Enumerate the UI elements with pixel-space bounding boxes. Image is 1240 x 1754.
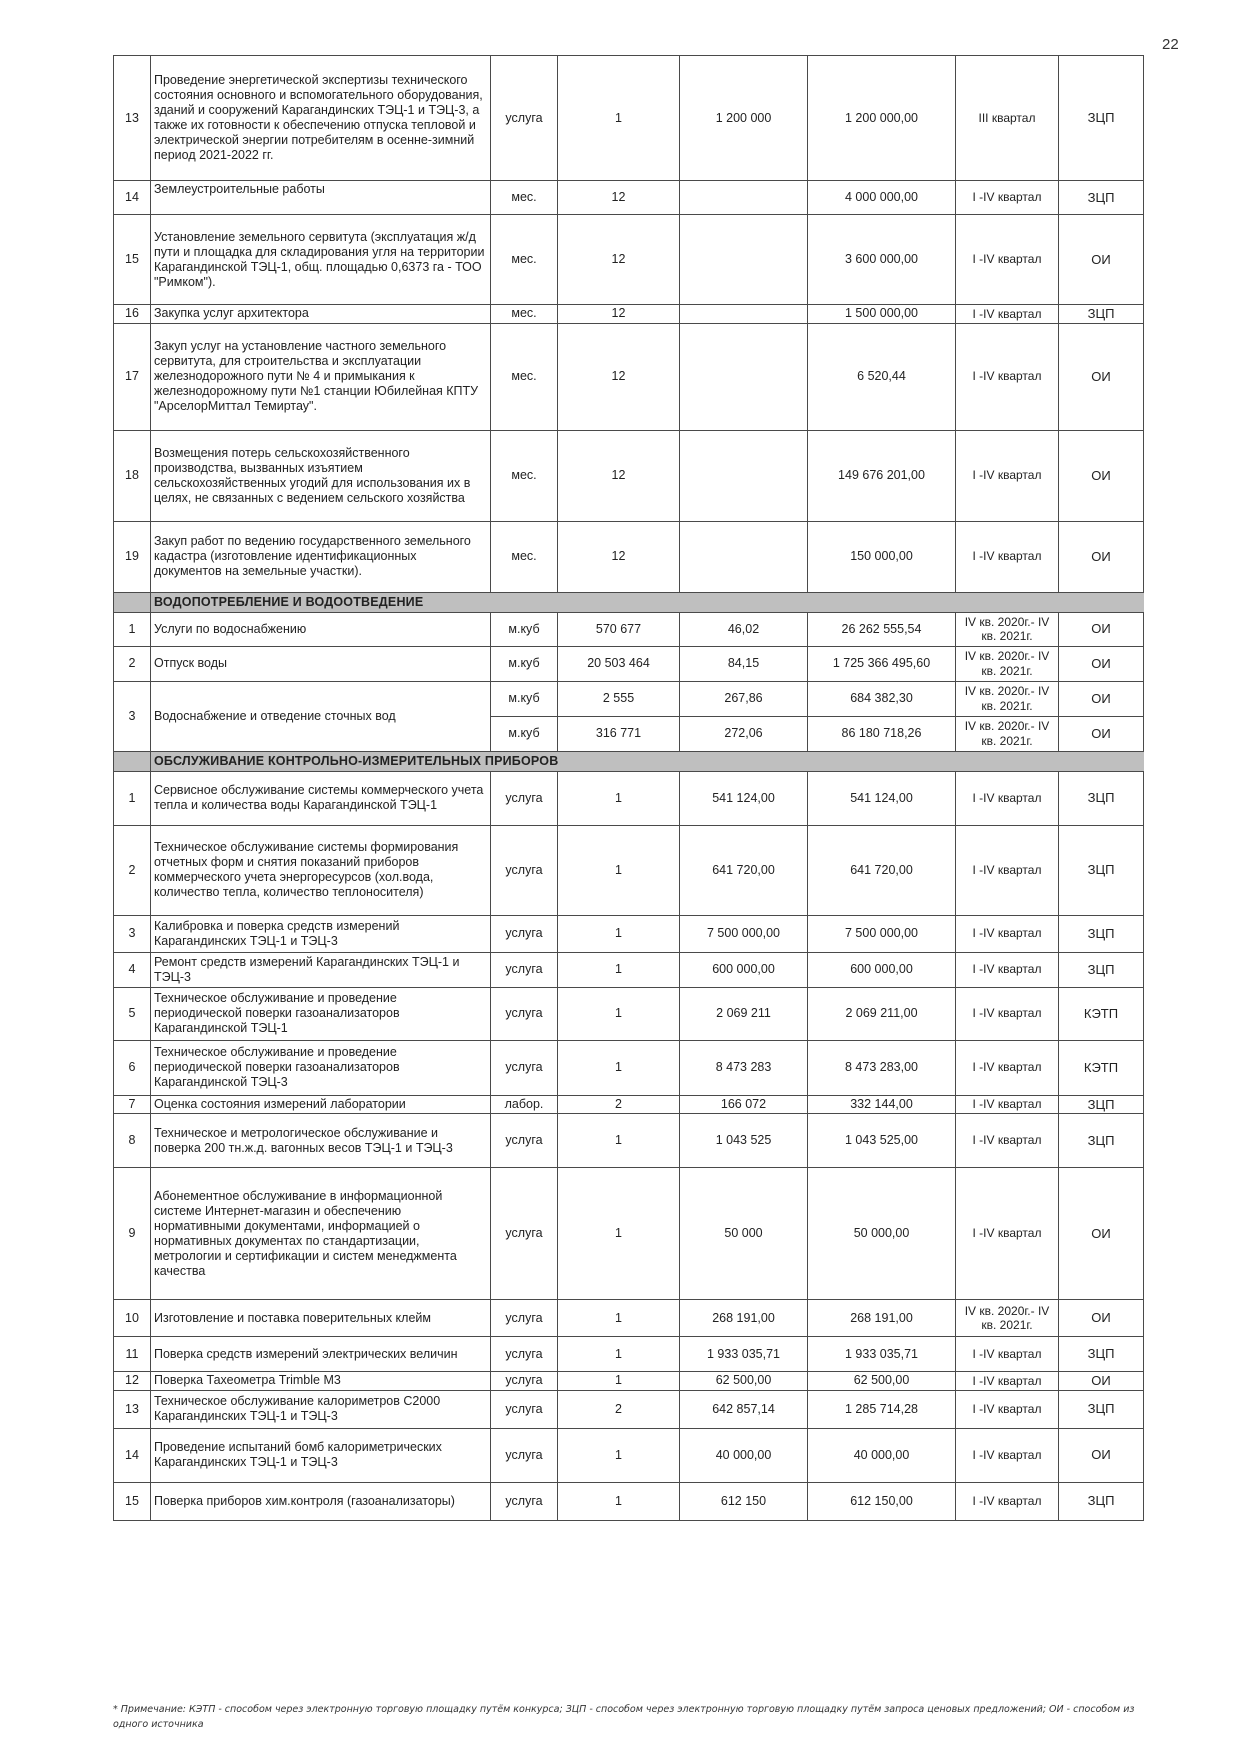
row-sum: 6 520,44 <box>808 323 956 430</box>
row-qty: 1 <box>558 1372 680 1391</box>
row-price: 8 473 283 <box>680 1040 808 1095</box>
row-number: 9 <box>114 1168 151 1300</box>
row-sum: 40 000,00 <box>808 1428 956 1482</box>
row-price: 50 000 <box>680 1168 808 1300</box>
row-price: 1 043 525 <box>680 1114 808 1168</box>
row-name: Абонементное обслуживание в информационной системе Интернет-магазин и обеспечению нормативными документами, информацией о нормативных документах по стандартизации, метрологии и сертификации и систем менеджмента качества <box>151 1168 491 1300</box>
row-method: КЭТП <box>1059 987 1144 1040</box>
row-price: 62 500,00 <box>680 1372 808 1391</box>
row-method: ЗЦП <box>1059 305 1144 324</box>
row-sum: 1 285 714,28 <box>808 1390 956 1428</box>
row-qty: 1 <box>558 1300 680 1337</box>
row-number: 12 <box>114 1372 151 1391</box>
table-row <box>114 430 1144 521</box>
row-unit: услуга <box>491 987 558 1040</box>
row-name: Установление земельного сервитута (эксплуатация ж/д пути и площадка для складирования угля на территории Карагандинской ТЭЦ-1, общ. площадью 0,6373 га - ТОО "Римком"). <box>151 215 491 305</box>
row-sum: 7 500 000,00 <box>808 915 956 952</box>
row-number: 15 <box>114 1482 151 1520</box>
row-price: 7 500 000,00 <box>680 915 808 952</box>
row-sum: 332 144,00 <box>808 1095 956 1114</box>
row-name: Проведение испытаний бомб калориметрических Карагандинских ТЭЦ-1 и ТЭЦ-3 <box>151 1428 491 1482</box>
row-unit: м.куб <box>491 612 558 646</box>
row-qty: 12 <box>558 430 680 521</box>
row-price: 267,86 <box>680 681 808 716</box>
table-row <box>114 181 1144 215</box>
row-method: ОИ <box>1059 1300 1144 1337</box>
row-number: 13 <box>114 1390 151 1428</box>
table-row <box>114 323 1144 430</box>
row-unit: услуга <box>491 1168 558 1300</box>
row-period: I -IV квартал <box>956 1168 1059 1300</box>
row-method: ЗЦП <box>1059 1482 1144 1520</box>
row-method: КЭТП <box>1059 1040 1144 1095</box>
row-qty: 12 <box>558 521 680 592</box>
row-name: Техническое обслуживание системы формирования отчетных форм и снятия показаний приборов коммерческого учета энергоресурсов (хол.вода, количество тепла, количество теплоносителя) <box>151 825 491 915</box>
row-period: I -IV квартал <box>956 915 1059 952</box>
row-name: Поверка приборов хим.контроля (газоанализаторы) <box>151 1482 491 1520</box>
row-unit: услуга <box>491 1428 558 1482</box>
table-row <box>114 1372 1144 1391</box>
row-price: 268 191,00 <box>680 1300 808 1337</box>
row-qty: 2 <box>558 1390 680 1428</box>
row-period: I -IV квартал <box>956 181 1059 215</box>
row-qty: 1 <box>558 915 680 952</box>
row-number: 4 <box>114 952 151 987</box>
row-period: I -IV квартал <box>956 987 1059 1040</box>
row-number: 15 <box>114 215 151 305</box>
row-name: Калибровка и поверка средств измерений Карагандинских ТЭЦ-1 и ТЭЦ-3 <box>151 915 491 952</box>
row-method: ОИ <box>1059 215 1144 305</box>
row-unit: услуга <box>491 1040 558 1095</box>
row-sum: 3 600 000,00 <box>808 215 956 305</box>
row-unit: услуга <box>491 1114 558 1168</box>
row-qty: 1 <box>558 952 680 987</box>
row-qty: 1 <box>558 1337 680 1372</box>
table-row <box>114 646 1144 681</box>
row-qty: 1 <box>558 771 680 825</box>
row-number: 2 <box>114 825 151 915</box>
row-qty: 1 <box>558 56 680 181</box>
row-price: 40 000,00 <box>680 1428 808 1482</box>
row-method: ОИ <box>1059 646 1144 681</box>
row-qty: 1 <box>558 987 680 1040</box>
row-number: 16 <box>114 305 151 324</box>
row-method: ОИ <box>1059 521 1144 592</box>
table-row <box>114 56 1144 181</box>
row-name: Отпуск воды <box>151 646 491 681</box>
table-row <box>114 612 1144 646</box>
row-period: I -IV квартал <box>956 1428 1059 1482</box>
table-row <box>114 305 1144 324</box>
row-qty: 2 <box>558 1095 680 1114</box>
table-row <box>114 1095 1144 1114</box>
row-qty: 1 <box>558 1114 680 1168</box>
row-number: 10 <box>114 1300 151 1337</box>
row-sum: 50 000,00 <box>808 1168 956 1300</box>
row-qty: 316 771 <box>558 716 680 751</box>
table-row <box>114 915 1144 952</box>
row-sum: 1 933 035,71 <box>808 1337 956 1372</box>
row-qty: 1 <box>558 1482 680 1520</box>
row-price <box>680 305 808 324</box>
page-number: 22 <box>1162 36 1179 53</box>
row-unit: лабор. <box>491 1095 558 1114</box>
row-sum: 150 000,00 <box>808 521 956 592</box>
row-price: 642 857,14 <box>680 1390 808 1428</box>
row-period: IV кв. 2020г.- IV кв. 2021г. <box>956 1300 1059 1337</box>
row-method: ЗЦП <box>1059 181 1144 215</box>
row-period: I -IV квартал <box>956 1482 1059 1520</box>
row-sum: 600 000,00 <box>808 952 956 987</box>
row-method: ОИ <box>1059 1372 1144 1391</box>
row-price: 2 069 211 <box>680 987 808 1040</box>
section-header <box>114 751 1144 771</box>
row-period: III квартал <box>956 56 1059 181</box>
row-period: IV кв. 2020г.- IV кв. 2021г. <box>956 646 1059 681</box>
row-unit: услуга <box>491 1372 558 1391</box>
row-unit: мес. <box>491 215 558 305</box>
row-method: ЗЦП <box>1059 1337 1144 1372</box>
table-row <box>114 987 1144 1040</box>
table-row <box>114 952 1144 987</box>
row-number: 6 <box>114 1040 151 1095</box>
row-period: I -IV квартал <box>956 1372 1059 1391</box>
row-price: 641 720,00 <box>680 825 808 915</box>
section-title: ВОДОПОТРЕБЛЕНИЕ И ВОДООТВЕДЕНИЕ <box>151 592 1144 612</box>
row-method: ЗЦП <box>1059 1390 1144 1428</box>
row-unit: услуга <box>491 1337 558 1372</box>
row-unit: услуга <box>491 1482 558 1520</box>
row-number: 8 <box>114 1114 151 1168</box>
table-row <box>114 681 1144 716</box>
row-period: I -IV квартал <box>956 1390 1059 1428</box>
section-spacer <box>114 751 151 771</box>
row-number: 14 <box>114 1428 151 1482</box>
row-qty: 570 677 <box>558 612 680 646</box>
row-period: I -IV квартал <box>956 771 1059 825</box>
row-qty: 1 <box>558 825 680 915</box>
row-method: ЗЦП <box>1059 825 1144 915</box>
row-number: 17 <box>114 323 151 430</box>
table-row <box>114 1482 1144 1520</box>
row-sum: 1 043 525,00 <box>808 1114 956 1168</box>
table-row <box>114 1428 1144 1482</box>
table-row <box>114 1040 1144 1095</box>
row-price: 600 000,00 <box>680 952 808 987</box>
row-period: I -IV квартал <box>956 1337 1059 1372</box>
row-method: ОИ <box>1059 1428 1144 1482</box>
row-sum: 4 000 000,00 <box>808 181 956 215</box>
row-sum: 1 725 366 495,60 <box>808 646 956 681</box>
row-unit: м.куб <box>491 681 558 716</box>
row-method: ОИ <box>1059 716 1144 751</box>
row-period: I -IV квартал <box>956 1040 1059 1095</box>
row-name: Закуп работ по ведению государственного земельного кадастра (изготовление идентификационных документов на земельные участки). <box>151 521 491 592</box>
row-period: I -IV квартал <box>956 430 1059 521</box>
table-row <box>114 1390 1144 1428</box>
row-price <box>680 215 808 305</box>
row-method: ОИ <box>1059 681 1144 716</box>
row-sum: 541 124,00 <box>808 771 956 825</box>
row-qty: 1 <box>558 1168 680 1300</box>
row-sum: 149 676 201,00 <box>808 430 956 521</box>
row-name: Техническое обслуживание калориметров С2000 Карагандинских ТЭЦ-1 и ТЭЦ-3 <box>151 1390 491 1428</box>
row-method: ЗЦП <box>1059 1095 1144 1114</box>
row-period: I -IV квартал <box>956 825 1059 915</box>
row-method: ОИ <box>1059 323 1144 430</box>
row-price <box>680 430 808 521</box>
row-qty: 12 <box>558 215 680 305</box>
row-period: I -IV квартал <box>956 1114 1059 1168</box>
row-number: 3 <box>114 915 151 952</box>
row-unit: услуга <box>491 56 558 181</box>
row-price: 541 124,00 <box>680 771 808 825</box>
section-title: ОБСЛУЖИВАНИЕ КОНТРОЛЬНО-ИЗМЕРИТЕЛЬНЫХ ПРИБОРОВ <box>151 751 1144 771</box>
table-row <box>114 1337 1144 1372</box>
table-row <box>114 1168 1144 1300</box>
row-name: Возмещения потерь сельскохозяйственного производства, вызванных изъятием сельскохозяйственных угодий для использования их в целях, не связанных с ведением сельского хозяйства <box>151 430 491 521</box>
row-name: Оценка состояния измерений лаборатории <box>151 1095 491 1114</box>
row-number: 14 <box>114 181 151 215</box>
row-price: 1 933 035,71 <box>680 1337 808 1372</box>
row-unit: услуга <box>491 1390 558 1428</box>
row-period: I -IV квартал <box>956 521 1059 592</box>
row-price: 84,15 <box>680 646 808 681</box>
row-sum: 2 069 211,00 <box>808 987 956 1040</box>
row-price: 272,06 <box>680 716 808 751</box>
row-number: 1 <box>114 612 151 646</box>
row-price: 612 150 <box>680 1482 808 1520</box>
row-period: I -IV квартал <box>956 952 1059 987</box>
table-row <box>114 825 1144 915</box>
table-row <box>114 1300 1144 1337</box>
row-name: Поверка Тахеометра Trimble M3 <box>151 1372 491 1391</box>
row-period: I -IV квартал <box>956 215 1059 305</box>
row-unit: м.куб <box>491 646 558 681</box>
row-qty: 12 <box>558 323 680 430</box>
row-qty: 1 <box>558 1040 680 1095</box>
row-sum: 26 262 555,54 <box>808 612 956 646</box>
row-number: 19 <box>114 521 151 592</box>
row-sum: 641 720,00 <box>808 825 956 915</box>
row-name: Техническое и метрологическое обслуживание и поверка 200 тн.ж.д. вагонных весов ТЭЦ-1 и ТЭЦ-3 <box>151 1114 491 1168</box>
section-header <box>114 592 1144 612</box>
row-name: Водоснабжение и отведение сточных вод <box>151 681 491 751</box>
row-sum: 1 200 000,00 <box>808 56 956 181</box>
row-method: ОИ <box>1059 612 1144 646</box>
row-method: ОИ <box>1059 430 1144 521</box>
row-name: Техническое обслуживание и проведение периодической поверки газоанализаторов Карагандинской ТЭЦ-1 <box>151 987 491 1040</box>
row-name: Изготовление и поставка поверительных клейм <box>151 1300 491 1337</box>
row-price: 46,02 <box>680 612 808 646</box>
row-name: Услуги по водоснабжению <box>151 612 491 646</box>
row-unit: мес. <box>491 181 558 215</box>
row-qty: 2 555 <box>558 681 680 716</box>
row-method: ЗЦП <box>1059 771 1144 825</box>
section-spacer <box>114 592 151 612</box>
row-unit: мес. <box>491 305 558 324</box>
table-row <box>114 1114 1144 1168</box>
row-method: ЗЦП <box>1059 1114 1144 1168</box>
row-name: Закуп услуг на установление частного земельного сервитута, для строительства и эксплуатации железнодорожного пути № 4 и примыкания к железнодорожному пути №1 станции Юбилейная КПТУ "АрселорМиттал Темиртау". <box>151 323 491 430</box>
row-period: I -IV квартал <box>956 1095 1059 1114</box>
row-price <box>680 323 808 430</box>
footnote: * Примечание: КЭТП - способом через электронную торговую площадку путём конкурса; ЗЦП - способом через электронную торговую площадку путём запроса ценовых предложений; ОИ - способом из одного источника <box>113 1704 1135 1730</box>
row-number: 18 <box>114 430 151 521</box>
row-sum: 268 191,00 <box>808 1300 956 1337</box>
row-price <box>680 181 808 215</box>
row-period: I -IV квартал <box>956 305 1059 324</box>
row-name: Поверка средств измерений электрических величин <box>151 1337 491 1372</box>
row-number: 13 <box>114 56 151 181</box>
row-qty: 12 <box>558 305 680 324</box>
row-method: ЗЦП <box>1059 915 1144 952</box>
row-name: Ремонт средств измерений Карагандинских ТЭЦ-1 и ТЭЦ-3 <box>151 952 491 987</box>
row-method: ОИ <box>1059 1168 1144 1300</box>
row-qty: 1 <box>558 1428 680 1482</box>
row-name: Проведение энергетической экспертизы технического состояния основного и вспомогательного оборудования, зданий и сооружений Карагандинских ТЭЦ-1 и ТЭЦ-3, а также их готовности к обеспечению отпуска тепловой и электрической энергии потребителям в осенне-зимний период 2021-2022 гг. <box>151 56 491 181</box>
row-unit: услуга <box>491 1300 558 1337</box>
row-unit: услуга <box>491 771 558 825</box>
row-sum: 62 500,00 <box>808 1372 956 1391</box>
row-period: IV кв. 2020г.- IV кв. 2021г. <box>956 681 1059 716</box>
row-qty: 20 503 464 <box>558 646 680 681</box>
row-unit: мес. <box>491 521 558 592</box>
row-method: ЗЦП <box>1059 56 1144 181</box>
table-row <box>114 215 1144 305</box>
row-number: 3 <box>114 681 151 751</box>
row-unit: мес. <box>491 323 558 430</box>
row-number: 5 <box>114 987 151 1040</box>
row-price: 1 200 000 <box>680 56 808 181</box>
row-price <box>680 521 808 592</box>
row-period: IV кв. 2020г.- IV кв. 2021г. <box>956 716 1059 751</box>
row-name: Сервисное обслуживание системы коммерческого учета тепла и количества воды Карагандинской ТЭЦ-1 <box>151 771 491 825</box>
row-sum: 1 500 000,00 <box>808 305 956 324</box>
row-sum: 8 473 283,00 <box>808 1040 956 1095</box>
row-price: 166 072 <box>680 1095 808 1114</box>
row-unit: услуга <box>491 952 558 987</box>
row-sum: 86 180 718,26 <box>808 716 956 751</box>
row-number: 1 <box>114 771 151 825</box>
procurement-table <box>113 55 1144 1521</box>
row-name: Техническое обслуживание и проведение периодической поверки газоанализаторов Карагандинской ТЭЦ-3 <box>151 1040 491 1095</box>
row-unit: услуга <box>491 915 558 952</box>
row-unit: м.куб <box>491 716 558 751</box>
row-unit: услуга <box>491 825 558 915</box>
row-period: IV кв. 2020г.- IV кв. 2021г. <box>956 612 1059 646</box>
row-period: I -IV квартал <box>956 323 1059 430</box>
row-name: Землеустроительные работы <box>151 181 491 215</box>
row-sum: 684 382,30 <box>808 681 956 716</box>
table-row <box>114 521 1144 592</box>
row-method: ЗЦП <box>1059 952 1144 987</box>
row-qty: 12 <box>558 181 680 215</box>
row-sum: 612 150,00 <box>808 1482 956 1520</box>
row-name: Закупка услуг архитектора <box>151 305 491 324</box>
row-unit: мес. <box>491 430 558 521</box>
row-number: 2 <box>114 646 151 681</box>
row-number: 7 <box>114 1095 151 1114</box>
table-row <box>114 771 1144 825</box>
row-number: 11 <box>114 1337 151 1372</box>
